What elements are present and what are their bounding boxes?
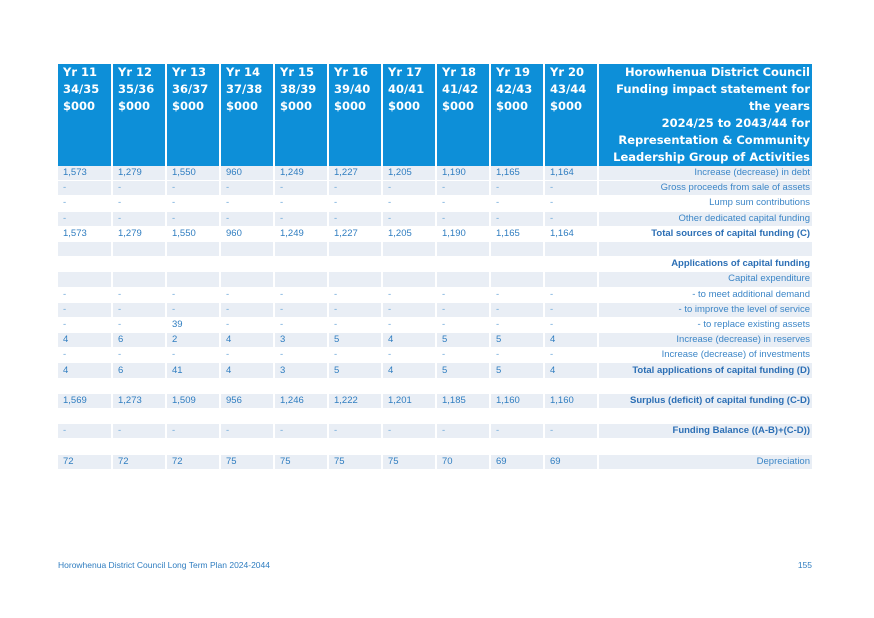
value-cell [274, 439, 328, 454]
value-cell [382, 257, 436, 272]
value-cell: - [274, 181, 328, 196]
value-cell [58, 378, 112, 393]
value-cell: 1,164 [544, 166, 598, 181]
value-cell: - [112, 287, 166, 302]
value-cell: - [274, 317, 328, 332]
row-label [598, 241, 812, 256]
value-cell: 4 [544, 363, 598, 378]
value-cell: - [112, 196, 166, 211]
value-cell [220, 378, 274, 393]
value-cell: - [166, 424, 220, 439]
year-column-header [382, 64, 436, 166]
value-cell [112, 241, 166, 256]
value-cell: 5 [490, 333, 544, 348]
value-cell: - [382, 424, 436, 439]
value-cell [166, 378, 220, 393]
header-line: 35/36 [118, 82, 155, 96]
year-column-header [274, 64, 328, 166]
value-cell: - [490, 287, 544, 302]
year-column-header [544, 64, 598, 166]
table-row [58, 272, 812, 287]
value-cell: - [436, 287, 490, 302]
value-cell: 4 [220, 333, 274, 348]
value-cell: 1,273 [112, 393, 166, 408]
value-cell: 956 [220, 393, 274, 408]
value-cell: - [220, 317, 274, 332]
value-cell: - [58, 424, 112, 439]
value-cell: 1,246 [274, 393, 328, 408]
row-label [598, 439, 812, 454]
value-cell [166, 257, 220, 272]
value-cell [544, 409, 598, 424]
value-cell: 1,550 [166, 166, 220, 181]
value-cell: - [166, 287, 220, 302]
row-label: Depreciation [598, 454, 812, 469]
value-cell: - [436, 211, 490, 226]
value-cell: 5 [490, 363, 544, 378]
value-cell: - [220, 348, 274, 363]
row-label: Increase (decrease) in reserves [598, 333, 812, 348]
value-cell [382, 378, 436, 393]
value-cell [166, 439, 220, 454]
value-cell: - [382, 211, 436, 226]
table-row [58, 333, 812, 348]
header-line: $000 [118, 99, 151, 113]
title-line: Leadership Group of Activities [613, 150, 810, 164]
value-cell: 4 [382, 333, 436, 348]
value-cell: - [220, 424, 274, 439]
value-cell: - [328, 424, 382, 439]
value-cell: 1,227 [328, 226, 382, 241]
value-cell: 1,573 [58, 226, 112, 241]
row-label: - to improve the level of service [598, 302, 812, 317]
header-line: Yr 13 [172, 65, 207, 79]
value-cell [220, 272, 274, 287]
value-cell: 5 [436, 363, 490, 378]
table-row [58, 424, 812, 439]
value-cell [220, 409, 274, 424]
row-label: Surplus (deficit) of capital funding (C-D) [598, 393, 812, 408]
value-cell [166, 409, 220, 424]
table-row [58, 317, 812, 332]
value-cell [112, 378, 166, 393]
value-cell: 1,205 [382, 226, 436, 241]
table-row [58, 181, 812, 196]
value-cell [112, 257, 166, 272]
value-cell [274, 409, 328, 424]
funding-impact-table [58, 64, 812, 470]
table-row [58, 454, 812, 469]
value-cell: 1,249 [274, 166, 328, 181]
value-cell [544, 272, 598, 287]
value-cell: - [382, 181, 436, 196]
value-cell [490, 257, 544, 272]
table-row [58, 166, 812, 181]
value-cell: 41 [166, 363, 220, 378]
table-row [58, 393, 812, 408]
value-cell: - [436, 181, 490, 196]
value-cell: - [112, 211, 166, 226]
value-cell: - [112, 302, 166, 317]
value-cell: - [382, 287, 436, 302]
header-line: 36/37 [172, 82, 209, 96]
value-cell: 3 [274, 363, 328, 378]
row-label [598, 378, 812, 393]
value-cell [58, 272, 112, 287]
value-cell: - [58, 211, 112, 226]
year-column-header [166, 64, 220, 166]
value-cell: 70 [436, 454, 490, 469]
table-row [58, 439, 812, 454]
title-line: Horowhenua District Council [624, 65, 810, 79]
value-cell: 1,164 [544, 226, 598, 241]
value-cell: 39 [166, 317, 220, 332]
row-label: Increase (decrease) of investments [598, 348, 812, 363]
value-cell: - [274, 196, 328, 211]
value-cell: - [166, 302, 220, 317]
value-cell: - [274, 211, 328, 226]
value-cell: 69 [490, 454, 544, 469]
value-cell [328, 409, 382, 424]
value-cell [112, 439, 166, 454]
header-line: $000 [496, 99, 529, 113]
value-cell: 72 [58, 454, 112, 469]
header-line: Yr 14 [226, 65, 261, 79]
value-cell [544, 257, 598, 272]
value-cell: - [328, 196, 382, 211]
value-cell: - [382, 317, 436, 332]
header-line: $000 [280, 99, 313, 113]
value-cell: - [58, 348, 112, 363]
value-cell: 1,185 [436, 393, 490, 408]
year-column-header [490, 64, 544, 166]
value-cell: - [274, 348, 328, 363]
table-row [58, 363, 812, 378]
value-cell: - [112, 424, 166, 439]
value-cell [220, 241, 274, 256]
header-row [58, 64, 812, 166]
value-cell: - [490, 317, 544, 332]
row-label: Funding Balance ((A-B)+(C-D)) [598, 424, 812, 439]
value-cell: 1,249 [274, 226, 328, 241]
value-cell: - [490, 424, 544, 439]
value-cell: - [328, 317, 382, 332]
year-column-header [112, 64, 166, 166]
value-cell [382, 439, 436, 454]
header-line: $000 [226, 99, 259, 113]
value-cell: 1,509 [166, 393, 220, 408]
row-label: Applications of capital funding [598, 257, 812, 272]
value-cell: 1,190 [436, 166, 490, 181]
header-line: 43/44 [550, 82, 587, 96]
row-label: - to meet additional demand [598, 287, 812, 302]
header-line: Yr 15 [280, 65, 315, 79]
value-cell: - [436, 196, 490, 211]
value-cell [436, 409, 490, 424]
value-cell: - [112, 348, 166, 363]
value-cell [328, 439, 382, 454]
header-line: 39/40 [334, 82, 371, 96]
value-cell: - [166, 196, 220, 211]
footer-page-number: 155 [797, 560, 812, 570]
row-label: Capital expenditure [598, 272, 812, 287]
footer-document-title: Horowhenua District Council Long Term Plan 2024-2044 [58, 560, 270, 570]
value-cell: - [220, 302, 274, 317]
value-cell: - [544, 302, 598, 317]
value-cell [436, 439, 490, 454]
value-cell [328, 272, 382, 287]
value-cell: 1,279 [112, 166, 166, 181]
row-label: Total applications of capital funding (D) [598, 363, 812, 378]
value-cell: 5 [328, 333, 382, 348]
value-cell: - [220, 211, 274, 226]
header-line: 41/42 [442, 82, 479, 96]
header-line: 42/43 [496, 82, 533, 96]
value-cell [490, 241, 544, 256]
value-cell: - [166, 211, 220, 226]
value-cell: - [328, 287, 382, 302]
header-line: Yr 18 [442, 65, 477, 79]
row-label: Total sources of capital funding (C) [598, 226, 812, 241]
row-label: Other dedicated capital funding [598, 211, 812, 226]
header-line: $000 [334, 99, 367, 113]
value-cell: 75 [274, 454, 328, 469]
value-cell [382, 272, 436, 287]
value-cell: - [436, 317, 490, 332]
value-cell [436, 257, 490, 272]
value-cell: 960 [220, 166, 274, 181]
value-cell: 75 [328, 454, 382, 469]
header-line: Yr 16 [334, 65, 369, 79]
title-line: 2024/25 to 2043/44 for [661, 116, 810, 130]
value-cell: 1,573 [58, 166, 112, 181]
value-cell: - [58, 302, 112, 317]
table-row [58, 257, 812, 272]
value-cell: - [274, 424, 328, 439]
value-cell: - [112, 181, 166, 196]
table-row [58, 287, 812, 302]
value-cell: 1,160 [544, 393, 598, 408]
year-column-header [328, 64, 382, 166]
table-row [58, 348, 812, 363]
header-line: Yr 11 [63, 65, 98, 79]
value-cell: - [544, 196, 598, 211]
value-cell: - [544, 348, 598, 363]
value-cell [544, 439, 598, 454]
value-cell: 72 [112, 454, 166, 469]
header-line: $000 [388, 99, 421, 113]
value-cell [220, 439, 274, 454]
value-cell [490, 378, 544, 393]
value-cell [490, 409, 544, 424]
row-label: Increase (decrease) in debt [598, 166, 812, 181]
value-cell: 4 [58, 363, 112, 378]
row-label: Gross proceeds from sale of assets [598, 181, 812, 196]
value-cell [58, 409, 112, 424]
value-cell: 1,160 [490, 393, 544, 408]
value-cell: - [544, 317, 598, 332]
value-cell: - [382, 302, 436, 317]
value-cell [274, 272, 328, 287]
header-line: $000 [63, 99, 96, 113]
header-line: Yr 12 [118, 65, 153, 79]
value-cell: - [436, 424, 490, 439]
value-cell: - [490, 196, 544, 211]
value-cell: 69 [544, 454, 598, 469]
header-line: 34/35 [63, 82, 100, 96]
value-cell [274, 257, 328, 272]
value-cell: - [274, 302, 328, 317]
header-line: $000 [172, 99, 205, 113]
value-cell: - [544, 424, 598, 439]
table-row [58, 302, 812, 317]
value-cell: 2 [166, 333, 220, 348]
header-line: Yr 20 [550, 65, 585, 79]
value-cell [58, 241, 112, 256]
value-cell: - [328, 181, 382, 196]
value-cell: - [220, 196, 274, 211]
value-cell: 5 [328, 363, 382, 378]
value-cell: - [166, 348, 220, 363]
value-cell: - [328, 302, 382, 317]
table-row [58, 196, 812, 211]
value-cell [436, 272, 490, 287]
value-cell: - [328, 211, 382, 226]
value-cell: 5 [436, 333, 490, 348]
header-line: $000 [550, 99, 583, 113]
value-cell [112, 272, 166, 287]
value-cell: 6 [112, 363, 166, 378]
value-cell: - [490, 348, 544, 363]
value-cell: 4 [544, 333, 598, 348]
value-cell [220, 257, 274, 272]
value-cell [382, 241, 436, 256]
header-line: 40/41 [388, 82, 425, 96]
value-cell: 4 [58, 333, 112, 348]
value-cell: - [112, 317, 166, 332]
header-line: 37/38 [226, 82, 263, 96]
value-cell: - [490, 181, 544, 196]
value-cell [58, 257, 112, 272]
year-column-header [436, 64, 490, 166]
value-cell [166, 272, 220, 287]
value-cell [328, 378, 382, 393]
value-cell: 6 [112, 333, 166, 348]
value-cell: 1,165 [490, 166, 544, 181]
value-cell: 1,201 [382, 393, 436, 408]
row-label: - to replace existing assets [598, 317, 812, 332]
value-cell: - [436, 302, 490, 317]
value-cell [274, 241, 328, 256]
value-cell: - [58, 287, 112, 302]
value-cell: - [220, 181, 274, 196]
value-cell: - [544, 211, 598, 226]
row-label: Lump sum contributions [598, 196, 812, 211]
value-cell: 75 [220, 454, 274, 469]
value-cell [436, 378, 490, 393]
year-column-header [58, 64, 112, 166]
value-cell: 72 [166, 454, 220, 469]
value-cell: - [436, 348, 490, 363]
header-line: $000 [442, 99, 475, 113]
value-cell: 1,205 [382, 166, 436, 181]
title-line: Funding impact statement for the years [616, 82, 810, 113]
value-cell: 1,165 [490, 226, 544, 241]
value-cell: 960 [220, 226, 274, 241]
value-cell [328, 241, 382, 256]
value-cell: - [220, 287, 274, 302]
value-cell [58, 439, 112, 454]
table-row [58, 378, 812, 393]
row-label [598, 409, 812, 424]
value-cell: 75 [382, 454, 436, 469]
value-cell: - [544, 287, 598, 302]
value-cell: - [58, 196, 112, 211]
value-cell: 1,227 [328, 166, 382, 181]
value-cell [328, 257, 382, 272]
statement-title [598, 64, 812, 166]
value-cell: 1,279 [112, 226, 166, 241]
value-cell: 4 [382, 363, 436, 378]
value-cell: - [58, 317, 112, 332]
value-cell: 3 [274, 333, 328, 348]
value-cell [490, 439, 544, 454]
value-cell: 1,190 [436, 226, 490, 241]
value-cell: - [382, 348, 436, 363]
table-row [58, 226, 812, 241]
value-cell: - [490, 211, 544, 226]
value-cell [382, 409, 436, 424]
table-row [58, 211, 812, 226]
value-cell [166, 241, 220, 256]
header-line: 38/39 [280, 82, 317, 96]
value-cell: 1,569 [58, 393, 112, 408]
value-cell: 1,222 [328, 393, 382, 408]
value-cell: - [58, 181, 112, 196]
table-row [58, 241, 812, 256]
value-cell [436, 241, 490, 256]
value-cell: - [382, 196, 436, 211]
value-cell: 1,550 [166, 226, 220, 241]
value-cell [490, 272, 544, 287]
header-line: Yr 19 [496, 65, 531, 79]
table-row [58, 409, 812, 424]
value-cell: - [274, 287, 328, 302]
value-cell [544, 241, 598, 256]
value-cell [544, 378, 598, 393]
value-cell [112, 409, 166, 424]
value-cell: 4 [220, 363, 274, 378]
header-line: Yr 17 [388, 65, 423, 79]
value-cell: - [328, 348, 382, 363]
value-cell: - [544, 181, 598, 196]
title-line: Representation & Community [618, 133, 810, 147]
value-cell: - [166, 181, 220, 196]
value-cell: - [490, 302, 544, 317]
year-column-header [220, 64, 274, 166]
value-cell [274, 378, 328, 393]
